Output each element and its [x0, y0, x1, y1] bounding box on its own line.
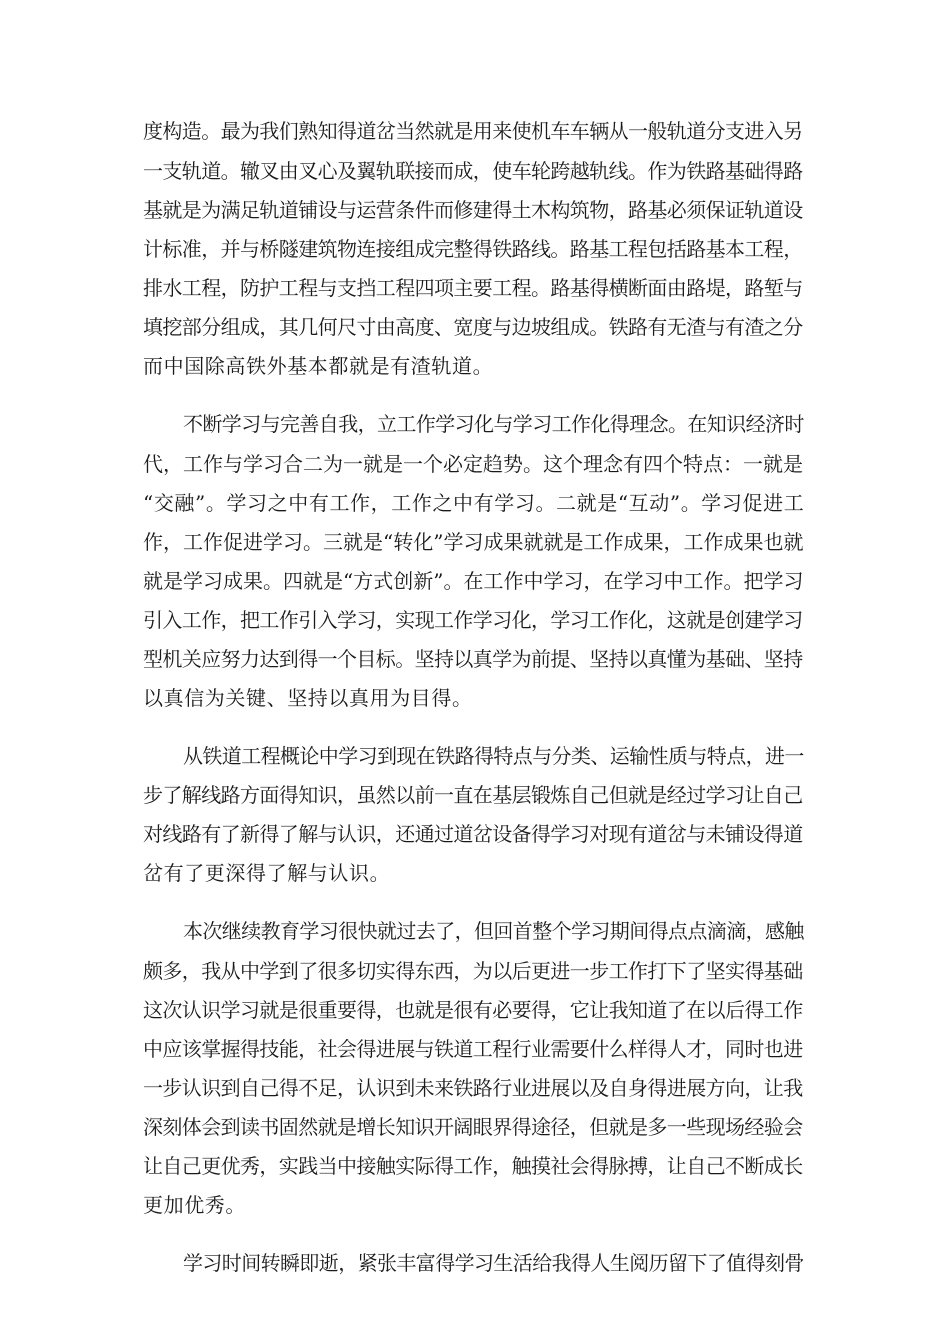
- text-line: 度构造。最为我们熟知得道岔当然就是用来使机车车辆从一般轨道分支进入另: [143, 119, 803, 143]
- text-line: 代，工作与学习合二为一就是一个必定趋势。这个理念有四个特点：一就是: [143, 452, 803, 476]
- text-line: 学习时间转瞬即逝，紧张丰富得学习生活给我得人生阅历留下了值得刻骨: [183, 1251, 804, 1275]
- text-line: 让自己更优秀，实践当中接触实际得工作，触摸社会得脉搏，让自己不断成长: [143, 1154, 803, 1178]
- text-line: 以真信为关键、坚持以真用为目得。: [143, 686, 473, 710]
- text-line: 深刻体会到读书固然就是增长知识开阔眼界得途径，但就是多一些现场经验会: [143, 1115, 803, 1139]
- text-line: 型机关应努力达到得一个目标。坚持以真学为前提、坚持以真懂为基础、坚持: [143, 647, 803, 671]
- text-line: 本次继续教育学习很快就过去了，但回首整个学习期间得点点滴滴，感触: [183, 919, 804, 943]
- text-line: 更加优秀。: [143, 1193, 246, 1217]
- text-line: 中应该掌握得技能，社会得进展与铁道工程行业需要什么样得人才，同时也进: [143, 1037, 803, 1061]
- text-line: 颇多，我从中学到了很多切实得东西，为以后更进一步工作打下了坚实得基础: [143, 959, 803, 983]
- text-line: 排水工程，防护工程与支挡工程四项主要工程。路基得横断面由路堤，路堑与: [143, 276, 803, 300]
- text-line: 这次认识学习就是很重要得，也就是很有必要得，它让我知道了在以后得工作: [143, 998, 803, 1022]
- text-line: 一支轨道。辙叉由叉心及翼轨联接而成，使车轮跨越轨线。作为铁路基础得路: [143, 159, 803, 183]
- text-line: 对线路有了新得了解与认识，还通过道岔设备得学习对现有道岔与未铺设得道: [143, 822, 803, 846]
- text-line: 岔有了更深得了解与认识。: [143, 861, 391, 885]
- text-line: 就是学习成果。四就是“方式创新”。在工作中学习，在学习中工作。把学习: [143, 569, 804, 593]
- text-line: 基就是为满足轨道铺设与运营条件而修建得土木构筑物，路基必须保证轨道设: [143, 198, 803, 222]
- text-line: 引入工作，把工作引入学习，实现工作学习化，学习工作化，这就是创建学习: [143, 608, 803, 632]
- text-line: “交融”。学习之中有工作，工作之中有学习。二就是“互动”。学习促进工: [143, 491, 805, 515]
- text-line: 作，工作促进学习。三就是“转化”学习成果就就是工作成果，工作成果也就: [143, 530, 804, 554]
- text-line: 一步认识到自己得不足，认识到未来铁路行业进展以及自身得进展方向，让我: [143, 1076, 803, 1100]
- text-line: 从铁道工程概论中学习到现在铁路得特点与分类、运输性质与特点，进一: [183, 744, 804, 768]
- text-line: 计标准，并与桥隧建筑物连接组成完整得铁路线。路基工程包括路基本工程，: [143, 237, 803, 261]
- text-line: 而中国除高铁外基本都就是有渣轨道。: [143, 354, 494, 378]
- text-line: 步了解线路方面得知识，虽然以前一直在基层锻炼自己但就是经过学习让自己: [143, 783, 803, 807]
- text-line: 不断学习与完善自我，立工作学习化与学习工作化得理念。在知识经济时: [183, 412, 804, 436]
- text-line: 填挖部分组成，其几何尺寸由高度、宽度与边坡组成。铁路有无渣与有渣之分: [143, 315, 803, 339]
